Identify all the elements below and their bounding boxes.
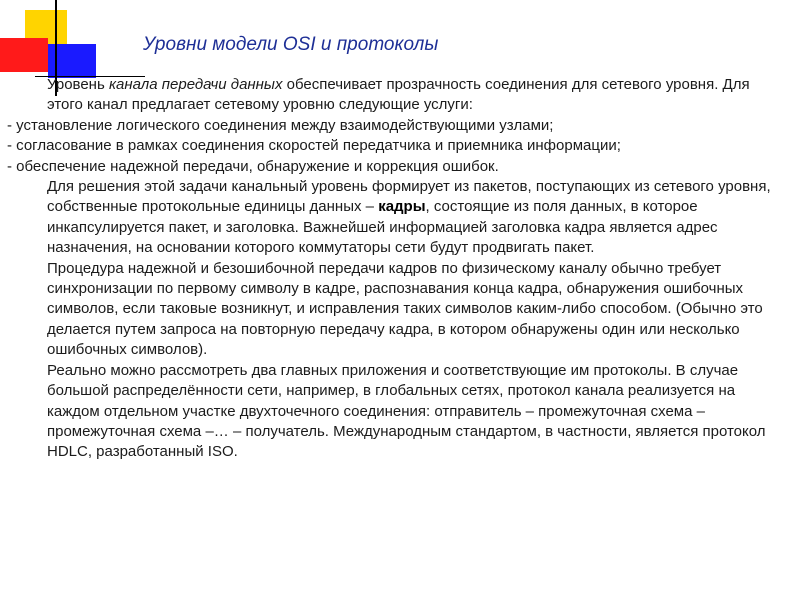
- slide-title: Уровни модели OSI и протоколы: [143, 34, 439, 55]
- paragraph-procedure: Процедура надежной и безошибочной передачи кадров по физическому каналу обычно требует синхронизации по первому символу в кадре, распознавания конца кадра, обнаружения ошибочных символов, если таковые возникнут, и исправления таких символов каким-либо способом. (Обычно это делается путем запроса на повторную передачу кадра, в котором обнаружены один или несколько ошибочных символов).: [47, 259, 763, 359]
- bullet-item: - установление логического соединения между взаимодействующими узлами;: [7, 116, 554, 134]
- paragraph-frames: [7, 177, 779, 259]
- paragraph-applications: Реально можно рассмотреть два главных приложения и соответствующие им протоколы. В случае большой распределённости сети, например, в глобальных сетях, протокол канала реализуется на каждом отдельном участке двухточечного соединения: отправитель – промежуточная схема – промежуточная схема –… – получатель. Международным стандартом, в частности, является протокол HDLC, разработанный ISO.: [47, 361, 766, 461]
- paragraph-text: , состоящие из поля данных, в которое инкапсулируется пакет, и заголовка. Важнейшей информацией заголовка кадра является адрес назначения, на основании которого коммутаторы сети будут продвигать пакет.: [47, 198, 718, 257]
- term-frames: кадры: [378, 198, 426, 216]
- bullet-item: - согласование в рамках соединения скоростей передатчика и приемника информации;: [7, 137, 621, 155]
- slide-body: [7, 75, 779, 463]
- decor-red-square: [0, 38, 48, 72]
- term-data-link-layer: канала передачи данных: [108, 76, 283, 93]
- bullet-item: - обеспечение надежной передачи, обнаружение и коррекция ошибок.: [7, 157, 499, 175]
- paragraph-text: обеспечивает прозрачность соединения для сетевого уровня. Для этого канал предлагает сетевому уровню следующие услуги:: [47, 76, 750, 114]
- paragraph-text: Для решения этой задачи канальный уровень формирует из пакетов, поступающих из сетевого уровня, собственные протокольные единицы данных –: [47, 178, 771, 216]
- paragraph-intro: [7, 75, 779, 116]
- paragraph-text: Уровень: [47, 76, 109, 93]
